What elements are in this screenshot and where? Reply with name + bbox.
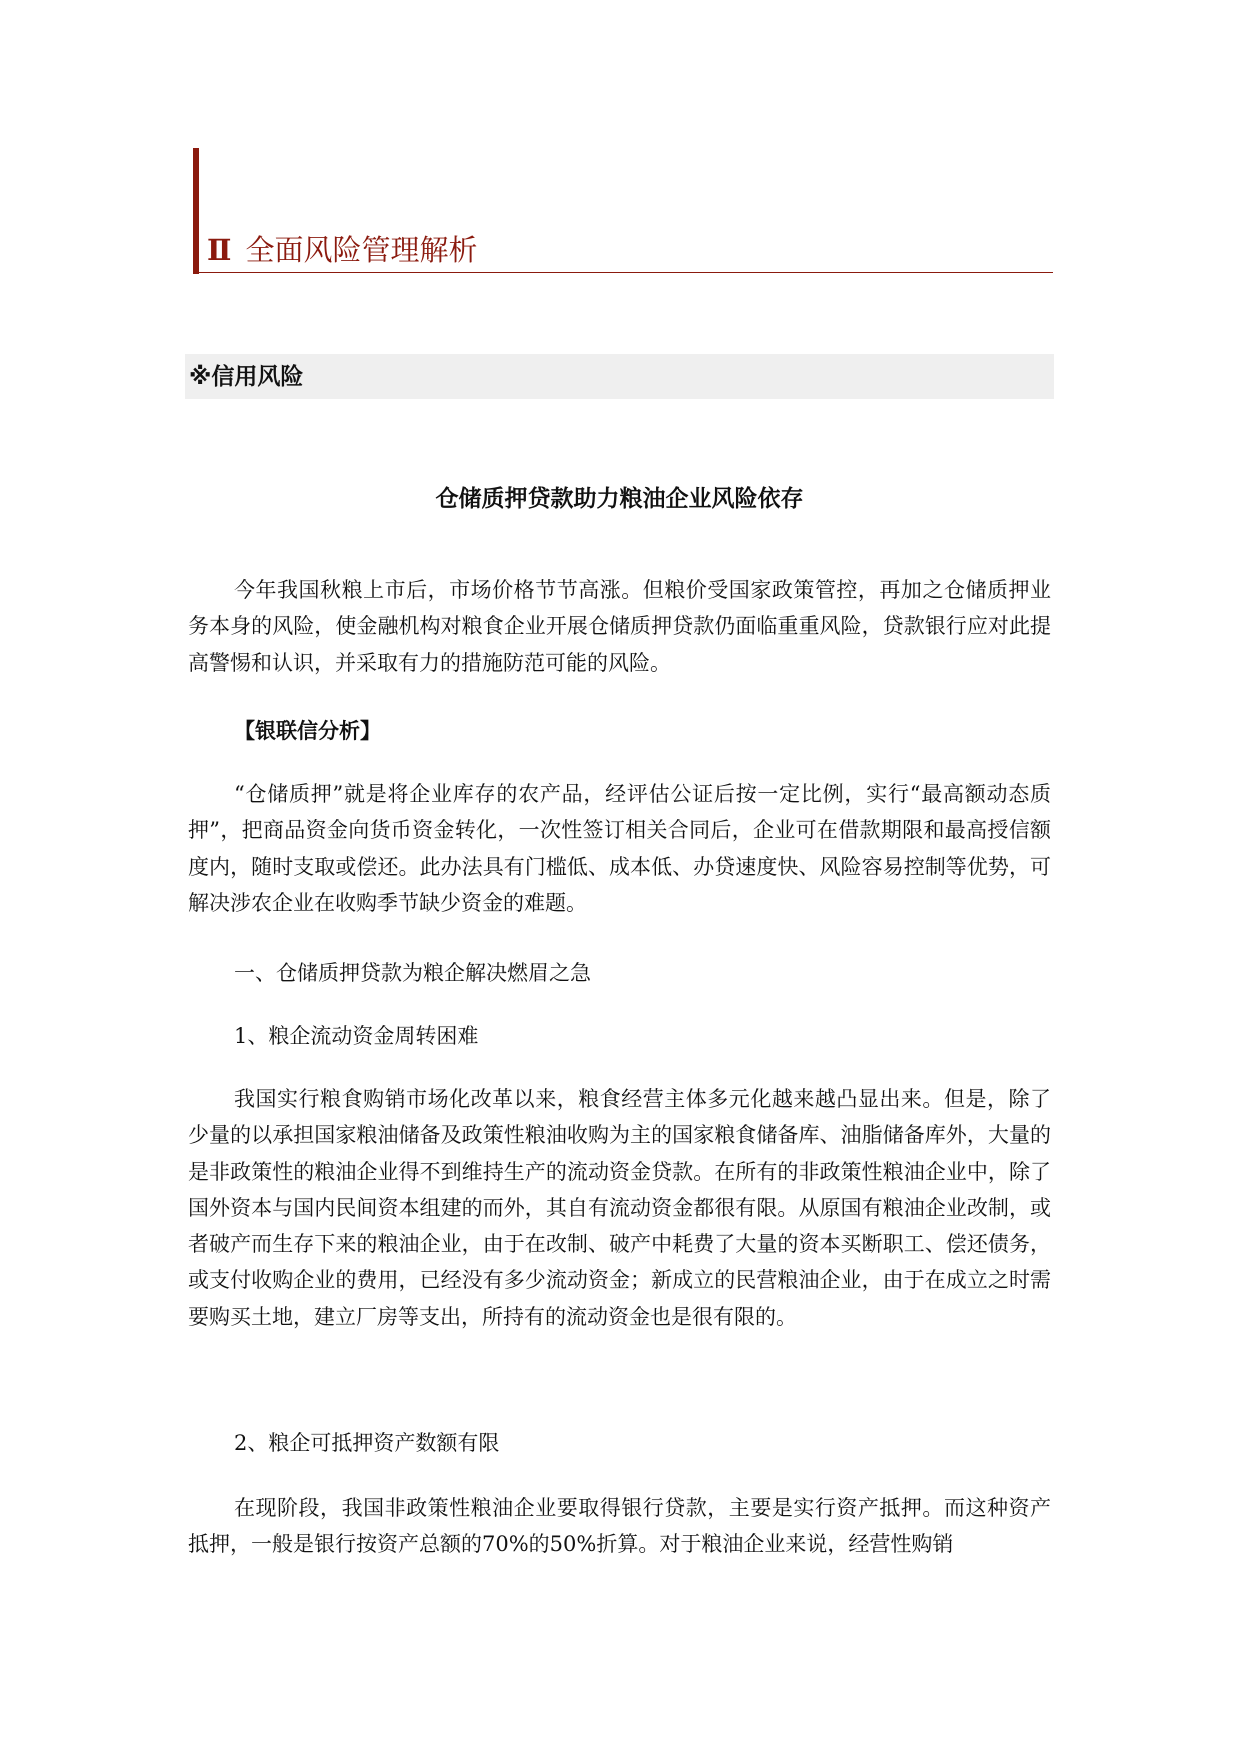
article-title: 仓储质押贷款助力粮油企业风险依存	[435, 486, 804, 512]
subheading-2: 2、粮企可抵押资产数额有限	[234, 1431, 500, 1455]
section-numeral: Ⅱ	[207, 233, 232, 267]
section-header	[193, 148, 1053, 274]
body-paragraph-1: 我国实行粮食购销市场化改革以来，粮食经营主体多元化越来越凸显出来。但是，除了少量的以承担国家粮油储备及政策性粮油收购为主的国家粮食储备库、油脂储备库外，大量的是非政策性的粮油企业得不到维持生产的流动资金贷款。在所有的非政策性粮油企业中，除了国外资本与国内民间资本组建的而外，其自有流动资金都很有限。从原国有粮油企业改制，或者破产而生存下来的粮油企业，由于在改制、破产中耗费了大量的资本买断职工、偿还债务，或支付收购企业的费用，已经没有多少流动资金；新成立的民营粮油企业，由于在成立之时需要购买土地，建立厂房等支出，所持有的流动资金也是很有限的。	[188, 1087, 1051, 1329]
analysis-heading: 【银联信分析】	[234, 719, 381, 743]
body-paragraph-2: 在现阶段，我国非政策性粮油企业要取得银行贷款，主要是实行资产抵押。而这种资产抵押，一般是银行按资产总额的70%的50%折算。对于粮油企业来说，经营性购销	[188, 1496, 1051, 1557]
section-accent-bar	[193, 148, 199, 274]
section-underline	[193, 272, 1053, 273]
section-title	[207, 232, 477, 268]
section-title-text: 全面风险管理解析	[245, 233, 478, 267]
subheading-1: 1、粮企流动资金周转困难	[234, 1024, 479, 1048]
category-band	[185, 354, 1054, 399]
analysis-paragraph: “仓储质押”就是将企业库存的农产品，经评估公证后按一定比例，实行“最高额动态质押”，把商品资金向货币资金转化，一次性签订相关合同后，企业可在借款期限和最高授信额度内，随时支取或偿还。此办法具有门槛低、成本低、办贷速度快、风险容易控制等优势，可解决涉农企业在收购季节缺少资金的难题。	[188, 782, 1051, 915]
intro-paragraph: 今年我国秋粮上市后，市场价格节节高涨。但粮价受国家政策管控，再加之仓储质押业务本身的风险，使金融机构对粮食企业开展仓储质押贷款仍面临重重风险，贷款银行应对此提高警惕和认识，并采取有力的措施防范可能的风险。	[188, 578, 1051, 675]
category-label: ※信用风险	[189, 364, 304, 390]
section-heading-1: 一、仓储质押贷款为粮企解决燃眉之急	[234, 961, 591, 985]
